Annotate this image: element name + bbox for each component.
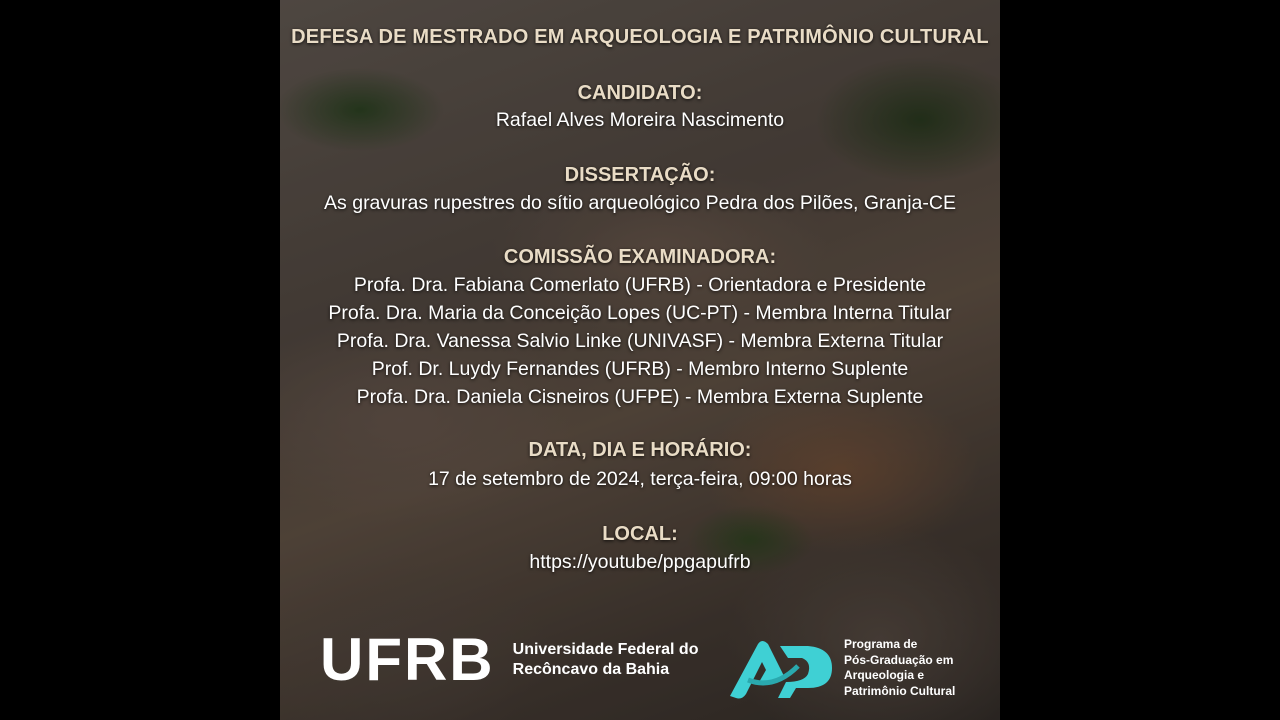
ppgap-name [844,637,955,699]
committee-member: Profa. Dra. Maria da Conceição Lopes (UC-PT) - Membra Interna Titular [328,302,952,324]
dissertation-title: As gravuras rupestres do sítio arqueológico Pedra dos Pilões, Granja-CE [324,192,956,214]
date-value: 17 de setembro de 2024, terça-feira, 09:00 horas [428,468,852,490]
ufrb-name-line: Universidade Federal do [512,641,699,658]
committee-member: Profa. Dra. Daniela Cisneiros (UFPE) - Membra Externa Suplente [356,386,924,408]
committee-member: Profa. Dra. Vanessa Salvio Linke (UNIVASF) - Membra Externa Titular [336,330,944,352]
location-label: LOCAL: [602,523,678,545]
ufrb-name [513,640,699,680]
committee-label: COMISSÃO EXAMINADORA: [503,246,777,268]
ppgap-name-line: Arqueologia e [844,668,925,682]
ppgap-name-line: Programa de [844,637,918,651]
ufrb-logo-mark: UFRB [320,626,495,693]
poster-title: DEFESA DE MESTRADO EM ARQUEOLOGIA E PATRIMÔNIO CULTURAL [291,26,989,48]
event-poster [280,0,1000,720]
ppgap-name-line: Patrimônio Cultural [844,683,956,698]
candidate-label: CANDIDATO: [577,82,703,104]
ppgap-logo [728,636,955,700]
ppgap-name-line: Pós-Graduação em [844,652,954,667]
dissertation-label: DISSERTAÇÃO: [564,164,716,186]
committee-member: Profa. Dra. Fabiana Comerlato (UFRB) - Orientadora e Presidente [353,274,927,296]
location-link[interactable]: https://youtube/ppgapufrb [529,551,751,573]
candidate-name: Rafael Alves Moreira Nascimento [495,109,785,131]
ufrb-logo [320,628,698,692]
ppgap-logo-icon [728,636,838,700]
committee-member: Prof. Dr. Luydy Fernandes (UFRB) - Membro Interno Suplente [371,358,909,380]
date-label: DATA, DIA E HORÁRIO: [528,439,752,461]
ufrb-name-line: Recôncavo da Bahia [512,661,670,678]
